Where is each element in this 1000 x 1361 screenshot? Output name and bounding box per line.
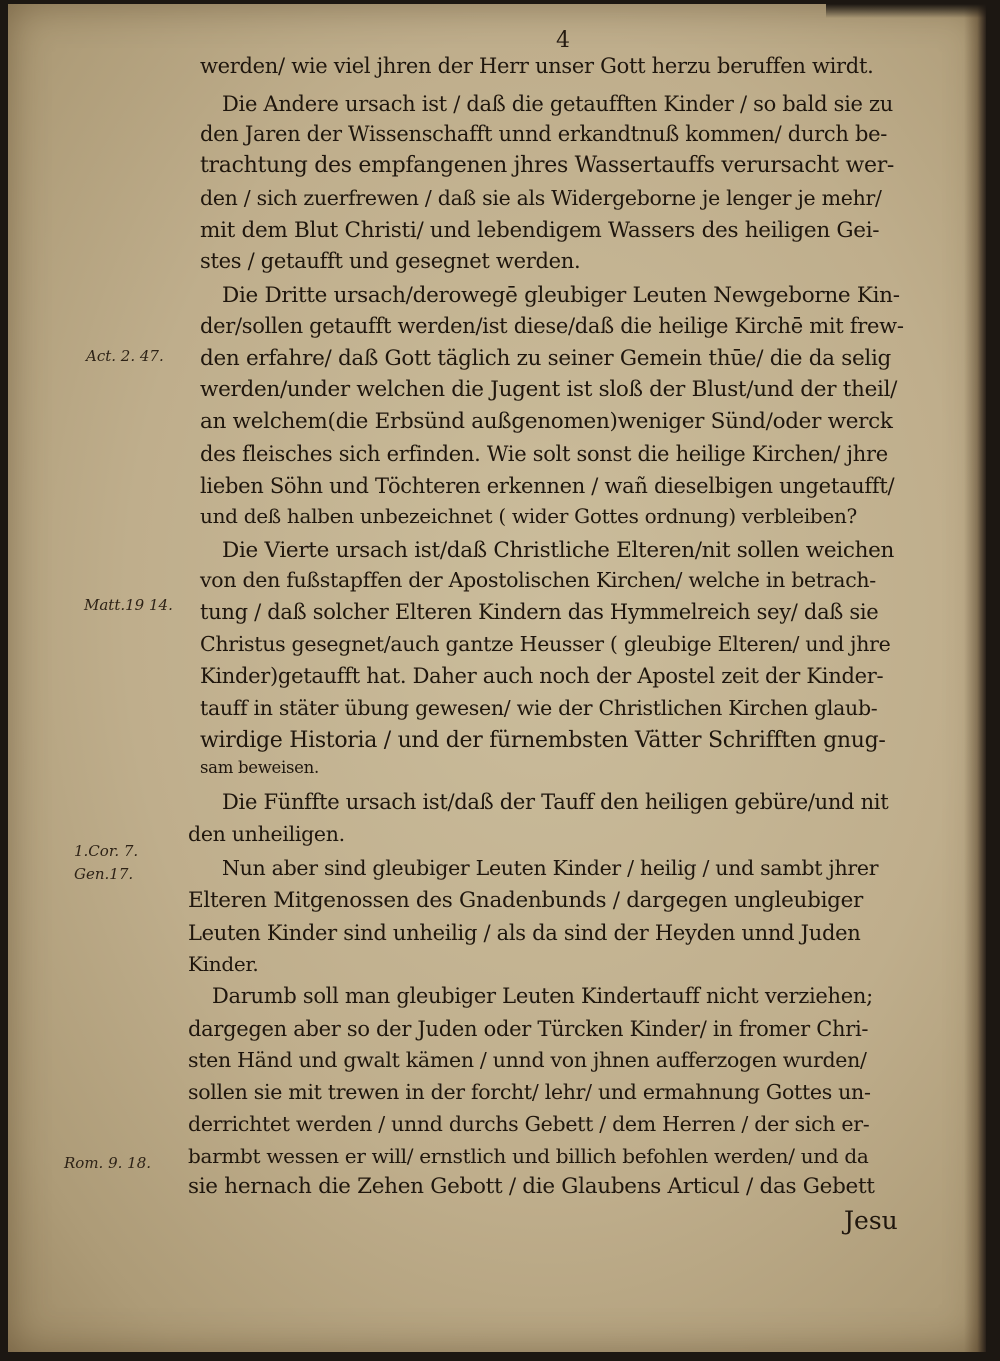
- text-line: barmbt wessen er will/ ernstlich und billich befohlen werden/ und da: [188, 1144, 869, 1168]
- text-line: tung / daß solcher Elteren Kindern das Hymmelreich sey/ daß sie: [200, 600, 879, 624]
- margin-note: Gen.17.: [74, 865, 134, 883]
- text-line: mit dem Blut Christi/ und lebendigem Wassers des heiligen Gei-: [200, 218, 880, 243]
- text-line: Christus gesegnet/auch gantze Heusser ( gleubige Elteren/ und jhre: [200, 632, 891, 656]
- text-line: werden/under welchen die Jugent ist sloß der Blust/und der theil/: [200, 377, 898, 402]
- margin-note: Rom. 9. 18.: [64, 1154, 152, 1172]
- text-line: Die Fünffte ursach ist/daß der Tauff den heiligen gebüre/und nit: [222, 790, 889, 814]
- book-spine-shadow: [964, 4, 986, 1352]
- catchword: Jesu: [844, 1206, 898, 1235]
- page-number: 4: [556, 28, 570, 53]
- text-line: von den fußstapffen der Apostolischen Kirchen/ welche in betrach-: [200, 568, 876, 592]
- margin-note: Act. 2. 47.: [86, 347, 164, 365]
- text-line: den / sich zuerfrewen / daß sie als Widergeborne je lenger je mehr/: [200, 186, 882, 210]
- text-line: den unheiligen.: [188, 822, 345, 846]
- text-line: lieben Söhn und Töchteren erkennen / wañ dieselbigen ungetaufft/: [200, 474, 895, 498]
- text-line: sam beweisen.: [200, 758, 319, 777]
- text-line: des fleisches sich erfinden. Wie solt sonst die heilige Kirchen/ jhre: [200, 442, 888, 466]
- text-line: an welchem(die Erbsünd außgenomen)weniger Sünd/oder werck: [200, 409, 893, 434]
- text-line: sollen sie mit trewen in der forcht/ lehr/ und ermahnung Gottes un-: [188, 1080, 871, 1104]
- text-line: sie hernach die Zehen Gebott / die Glaubens Articul / das Gebett: [188, 1174, 875, 1199]
- text-line: den erfahre/ daß Gott täglich zu seiner Gemein thūe/ die da selig: [200, 346, 891, 371]
- text-line: wirdige Historia / und der fürnembsten Vätter Schrifften gnug-: [200, 728, 886, 753]
- text-line: Kinder)getaufft hat. Daher auch noch der Apostel zeit der Kinder-: [200, 664, 884, 688]
- text-line: tauff in stäter übung gewesen/ wie der Christlichen Kirchen glaub-: [200, 696, 878, 720]
- text-line: Die Andere ursach ist / daß die getaufften Kinder / so bald sie zu: [222, 92, 893, 116]
- text-line: Kinder.: [188, 952, 259, 976]
- text-line: Die Dritte ursach/derowegē gleubiger Leuten Newgeborne Kin-: [222, 283, 900, 308]
- text-line: und deß halben unbezeichnet ( wider Gottes ordnung) verbleiben?: [200, 504, 857, 528]
- page-top-edge: [826, 4, 986, 18]
- text-line: derrichtet werden / unnd durchs Gebett / dem Herren / der sich er-: [188, 1112, 870, 1136]
- text-line: werden/ wie viel jhren der Herr unser Gott herzu beruffen wirdt.: [200, 54, 874, 78]
- text-line: sten Händ und gwalt kämen / unnd von jhnen aufferzogen wurden/: [188, 1048, 867, 1072]
- text-line: stes / getaufft und gesegnet werden.: [200, 249, 581, 273]
- text-line: trachtung des empfangenen jhres Wassertauffs verursacht wer-: [200, 153, 895, 178]
- book-page: [8, 4, 986, 1352]
- margin-note: 1.Cor. 7.: [74, 842, 139, 860]
- text-line: Elteren Mitgenossen des Gnadenbunds / dargegen ungleubiger: [188, 888, 864, 913]
- text-line: der/sollen getaufft werden/ist diese/daß die heilige Kirchē mit frew-: [200, 314, 904, 338]
- text-line: den Jaren der Wissenschafft unnd erkandtnuß kommen/ durch be-: [200, 122, 888, 146]
- margin-note: Matt.19 14.: [84, 596, 173, 614]
- text-line: dargegen aber so der Juden oder Türcken Kinder/ in fromer Chri-: [188, 1017, 869, 1041]
- text-line: Leuten Kinder sind unheilig / als da sind der Heyden unnd Juden: [188, 921, 861, 945]
- text-line: Nun aber sind gleubiger Leuten Kinder / heilig / und sambt jhrer: [222, 856, 879, 880]
- text-line: Darumb soll man gleubiger Leuten Kindertauff nicht verziehen;: [212, 984, 873, 1008]
- text-line: Die Vierte ursach ist/daß Christliche Elteren/nit sollen weichen: [222, 538, 895, 563]
